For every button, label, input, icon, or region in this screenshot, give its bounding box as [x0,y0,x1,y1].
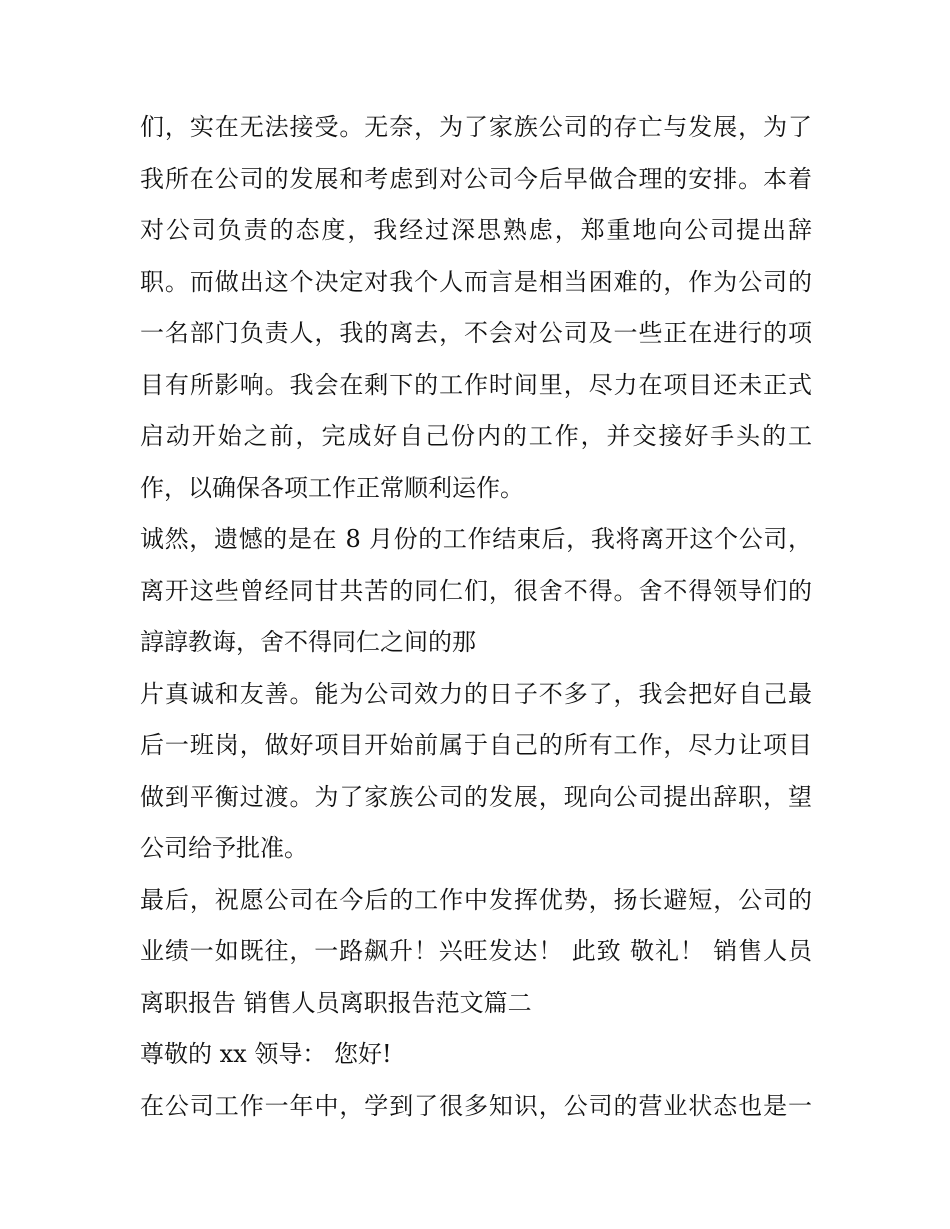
text-line: 启动开始之前，完成好自己份内的工作，并交接好手头的工 [140,422,812,450]
text-line: 后一班岗，做好项目开始前属于自己的所有工作，尽力让项目 [140,731,812,759]
text-line: 离职报告 销售人员离职报告范文篇二 [140,988,532,1017]
text-line: 离开这些曾经同甘共苦的同仁们，很舍不得。舍不得领导们的 [140,576,812,605]
text-line: 最后，祝愿公司在今后的工作中发挥优势，扬长避短，公司的 [140,885,812,914]
text-line: 业绩一如既往，一路飙升！兴旺发达！ 此致 敬礼！ 销售人员 [140,937,812,965]
text-line: 片真诚和友善。能为公司效力的日子不多了，我会把好自己最 [140,679,812,708]
text-line: 目有所影响。我会在剩下的工作时间里，尽力在项目还未正式 [140,370,812,399]
text-line: 在公司工作一年中，学到了很多知识，公司的营业状态也是一 [140,1091,812,1120]
text-line: 们，实在无法接受。无奈，为了家族公司的存亡与发展，为了 [140,113,812,141]
text-line: 尊敬的 xx 领导： 您好! [140,1040,392,1068]
text-line: 諄諄教诲，舍不得同仁之间的那 [140,628,476,656]
text-line: 诚然，遗憾的是在 8 月份的工作结束后，我将离开这个公司， [140,525,812,553]
text-line: 作，以确保各项工作正常顺利运作。 [140,473,524,502]
text-line: 我所在公司的发展和考虑到对公司今后早做合理的安排。本着 [140,164,812,193]
text-line: 公司给予批准。 [140,834,308,862]
document-body [140,102,812,1132]
text-line: 做到平衡过渡。为了家族公司的发展，现向公司提出辞职，望 [140,782,812,811]
text-line: 对公司负责的态度，我经过深思熟虑，郑重地向公司提出辞 [140,216,812,244]
text-line: 职。而做出这个决定对我个人而言是相当困难的，作为公司的 [140,267,812,296]
text-line: 一名部门负责人，我的离去，不会对公司及一些正在进行的项 [140,319,812,347]
